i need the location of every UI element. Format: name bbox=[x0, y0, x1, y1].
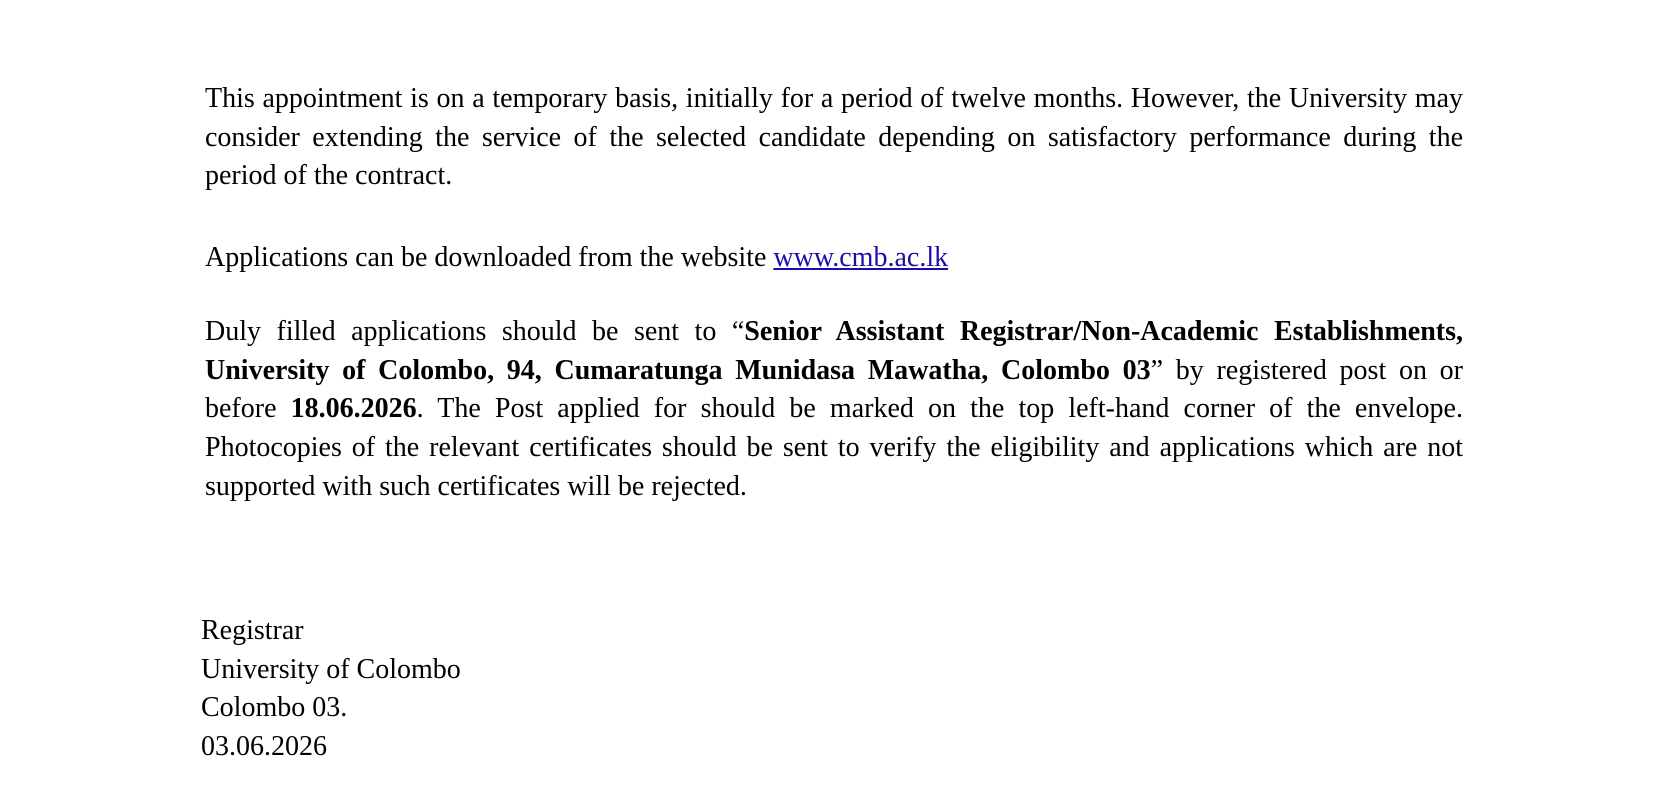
signature-block bbox=[201, 612, 461, 767]
submission-after-address-text: ” by registered post on or before bbox=[205, 354, 1463, 425]
submission-instructions-paragraph bbox=[205, 313, 1463, 507]
submission-deadline: 18.06.2026 bbox=[290, 393, 417, 425]
signatory-title: Registrar bbox=[201, 615, 304, 646]
submission-address: Senior Assistant Registrar/Non-Academic Establishments, University of Colombo, 94, Cumaratunga Munidasa Mawatha, Colombo 03 bbox=[205, 316, 1463, 386]
signature-date: 03.06.2026 bbox=[201, 731, 327, 763]
submission-rest-text: . The Post applied for should be marked on the top left-hand corner of the envelope. Photocopies of the relevant certificates should be sent to verify the eligibility and applications which are not supported with such certificates will be rejected. bbox=[205, 393, 1463, 502]
appointment-terms-paragraph bbox=[205, 80, 1463, 196]
signatory-city: Colombo 03. bbox=[201, 692, 348, 724]
appointment-terms-text: This appointment is on a temporary basis, initially for a period of twelve months. However, the University may consider extending the service of the selected candidate depending on satisfactory performance during the period of the contract. bbox=[205, 83, 1463, 192]
download-info-text: Applications can be downloaded from the website bbox=[205, 242, 774, 273]
signatory-institution: University of Colombo bbox=[201, 653, 461, 685]
website-link[interactable]: www.cmb.ac.lk bbox=[773, 242, 949, 273]
download-info-paragraph bbox=[205, 239, 1463, 278]
submission-intro-text: Duly filled applications should be sent to “ bbox=[205, 316, 745, 347]
